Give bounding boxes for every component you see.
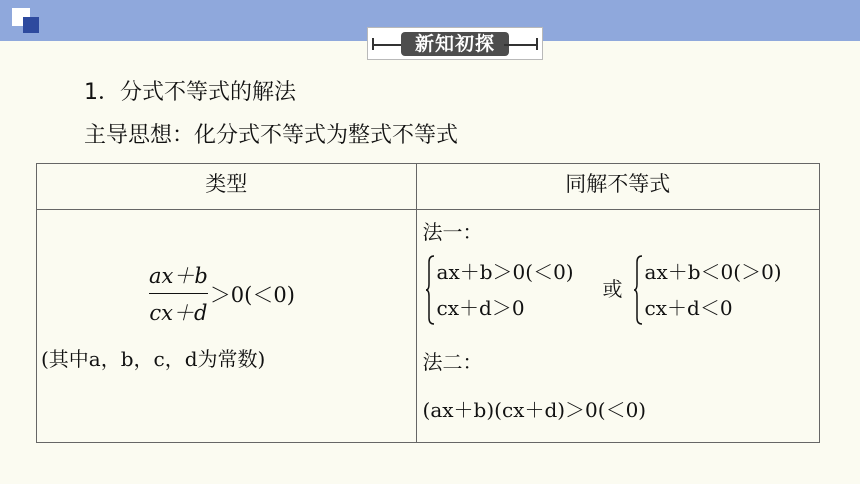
system2-line2: cx＋d＜0 <box>644 296 733 320</box>
product-inequality: (ax＋b)(cx＋d)＞0(＜0) <box>422 398 647 422</box>
left-brace-icon <box>425 254 435 326</box>
left-brace-icon <box>633 254 643 326</box>
system2-line1: ax＋b＜0(＞0) <box>644 260 782 284</box>
section-heading: 1．分式不等式的解法 <box>84 80 296 105</box>
banner-right-line <box>504 44 538 46</box>
fraction-denominator: cx＋d <box>149 301 208 325</box>
fraction-numerator: ax＋b <box>149 264 208 288</box>
inequality-relation: ＞0(＜0) <box>209 282 295 307</box>
section-banner <box>367 27 543 60</box>
fraction-inequality <box>149 260 295 327</box>
method-one-label: 法一： <box>422 220 483 244</box>
constants-note: (其中a，b，c，d为常数) <box>41 347 266 371</box>
system1-line1: ax＋b＞0(＜0) <box>436 260 574 284</box>
fraction-bar <box>149 293 208 294</box>
logo-square-dark <box>23 17 39 33</box>
method-table <box>36 163 820 443</box>
inequality-system-2 <box>633 254 782 326</box>
inequality-system-1 <box>425 254 574 326</box>
solution-cell <box>416 210 819 443</box>
type-cell <box>37 210 417 443</box>
column-header-equivalent: 同解不等式 <box>416 164 819 210</box>
main-idea: 主导思想：化分式不等式为整式不等式 <box>84 123 459 148</box>
banner-right-tick <box>536 38 538 50</box>
method-two-label: 法二： <box>422 350 483 374</box>
section-banner-label: 新知初探 <box>401 32 509 56</box>
system1-line2: cx＋d＞0 <box>436 296 525 320</box>
or-label: 或 <box>602 277 623 301</box>
fraction <box>149 260 208 327</box>
column-header-type: 类型 <box>37 164 417 210</box>
